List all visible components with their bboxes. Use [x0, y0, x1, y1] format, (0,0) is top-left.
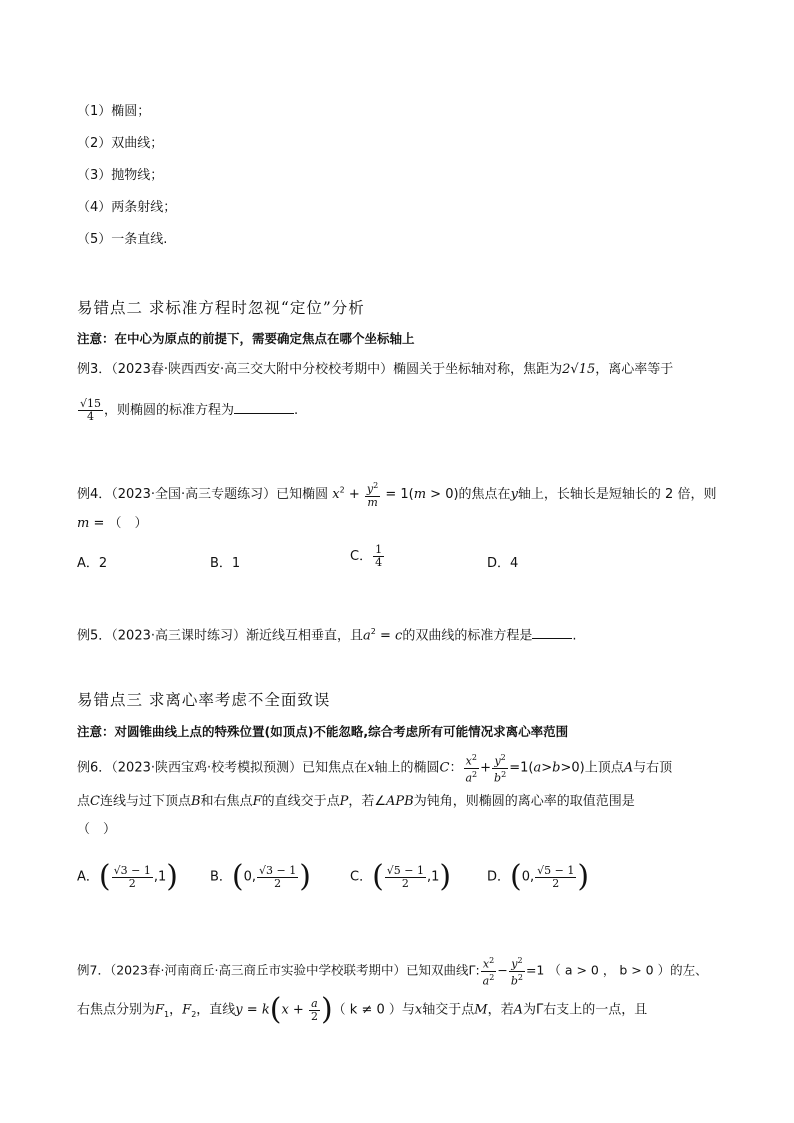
- list-item: （3）抛物线；: [77, 168, 164, 183]
- section-heading: 易错点三 求离心率考虑不全面致误: [77, 691, 331, 709]
- option-d: D．(0, $\frac{√5 - 1}{2}$ ): [487, 859, 590, 894]
- example-6-line-3: （ ）: [77, 822, 117, 837]
- section-note: 注意：对圆锥曲线上点的特殊位置(如顶点)不能忽略,综合考虑所有可能情况求离心率范围: [77, 724, 569, 739]
- section-heading: 易错点二 求标准方程时忽视“定位”分析: [77, 299, 365, 317]
- example-7-line-1: 例7．（2023春·河南商丘·高三商丘市实验中学校联考期中）已知双曲线Γ: $\frac{x^2}{a^2}$ − $\frac{y^2}{b^2}$ =1 （ a > 0 ， b > 0 ）的左、: [77, 956, 708, 988]
- list-item: （1）椭圆；: [77, 104, 151, 119]
- example-3-line-2: $\frac{√15}{4}$ ，则椭圆的标准方程为 .: [80, 397, 299, 423]
- section-note: 注意：在中心为原点的前提下，需要确定焦点在哪个坐标轴上: [77, 331, 415, 346]
- example-5: 例5．（2023·高三课时练习）渐近线互相垂直，且$a^2 = c$的双曲线的标准方程是 .: [77, 627, 577, 644]
- example-4-line-2: m = （ ）: [77, 516, 148, 531]
- answer-blank: [234, 413, 294, 414]
- list-item: （2）双曲线；: [77, 136, 164, 151]
- eccentricity-fraction: $\frac{√15}{4}$: [80, 397, 102, 423]
- answer-blank: [532, 638, 572, 639]
- option-b: B．(0, $\frac{√3 - 1}{2}$ ): [210, 859, 311, 894]
- example-6-line-1: 例6．（2023·陕西宝鸡·校考模拟预测）已知焦点在x轴上的椭圆C： $\frac{x^2}{a^2}$ + $\frac{y^2}{b^2}$ =1(a>b>0)上顶点A与右顶: [77, 753, 673, 785]
- list-item: （4）两条射线；: [77, 200, 177, 215]
- example-7-line-2: 右焦点分别为$F_1$，$F_2$，直线y = k(x + $\frac{a}{2}$ )（ k ≠ 0 ）与x轴交于点M，若A为Γ右支上的一点，且: [77, 992, 648, 1027]
- option-c: C． $\frac{1}{4}$: [350, 543, 383, 569]
- option-c: C．( $\frac{√5 - 1}{2}$ ,1): [350, 859, 452, 894]
- list-item: （5）一条直线.: [77, 232, 168, 247]
- example-6-line-2: 点C连线与过下顶点B和右焦点F的直线交于点P，若∠APB为钝角，则椭圆的离心率的取值范围是: [77, 794, 635, 809]
- option-a: A．( $\frac{√3 - 1}{2}$ ,1): [77, 859, 178, 894]
- option-b: B．1: [210, 556, 241, 571]
- option-d: D．4: [487, 556, 519, 571]
- option-a: A．2: [77, 556, 108, 571]
- example-3-line-1: 例3．（2023春·陕西西安·高三交大附中分校校考期中）椭圆关于坐标轴对称，焦距为2√15，离心率等于: [77, 362, 674, 377]
- example-4-line-1: 例4．（2023·全国·高三专题练习）已知椭圆 $x^2$ + $\frac{y^2}{m}$ = 1(m > 0)的焦点在y轴上，长轴长是短轴长的 2 倍，则: [77, 481, 717, 509]
